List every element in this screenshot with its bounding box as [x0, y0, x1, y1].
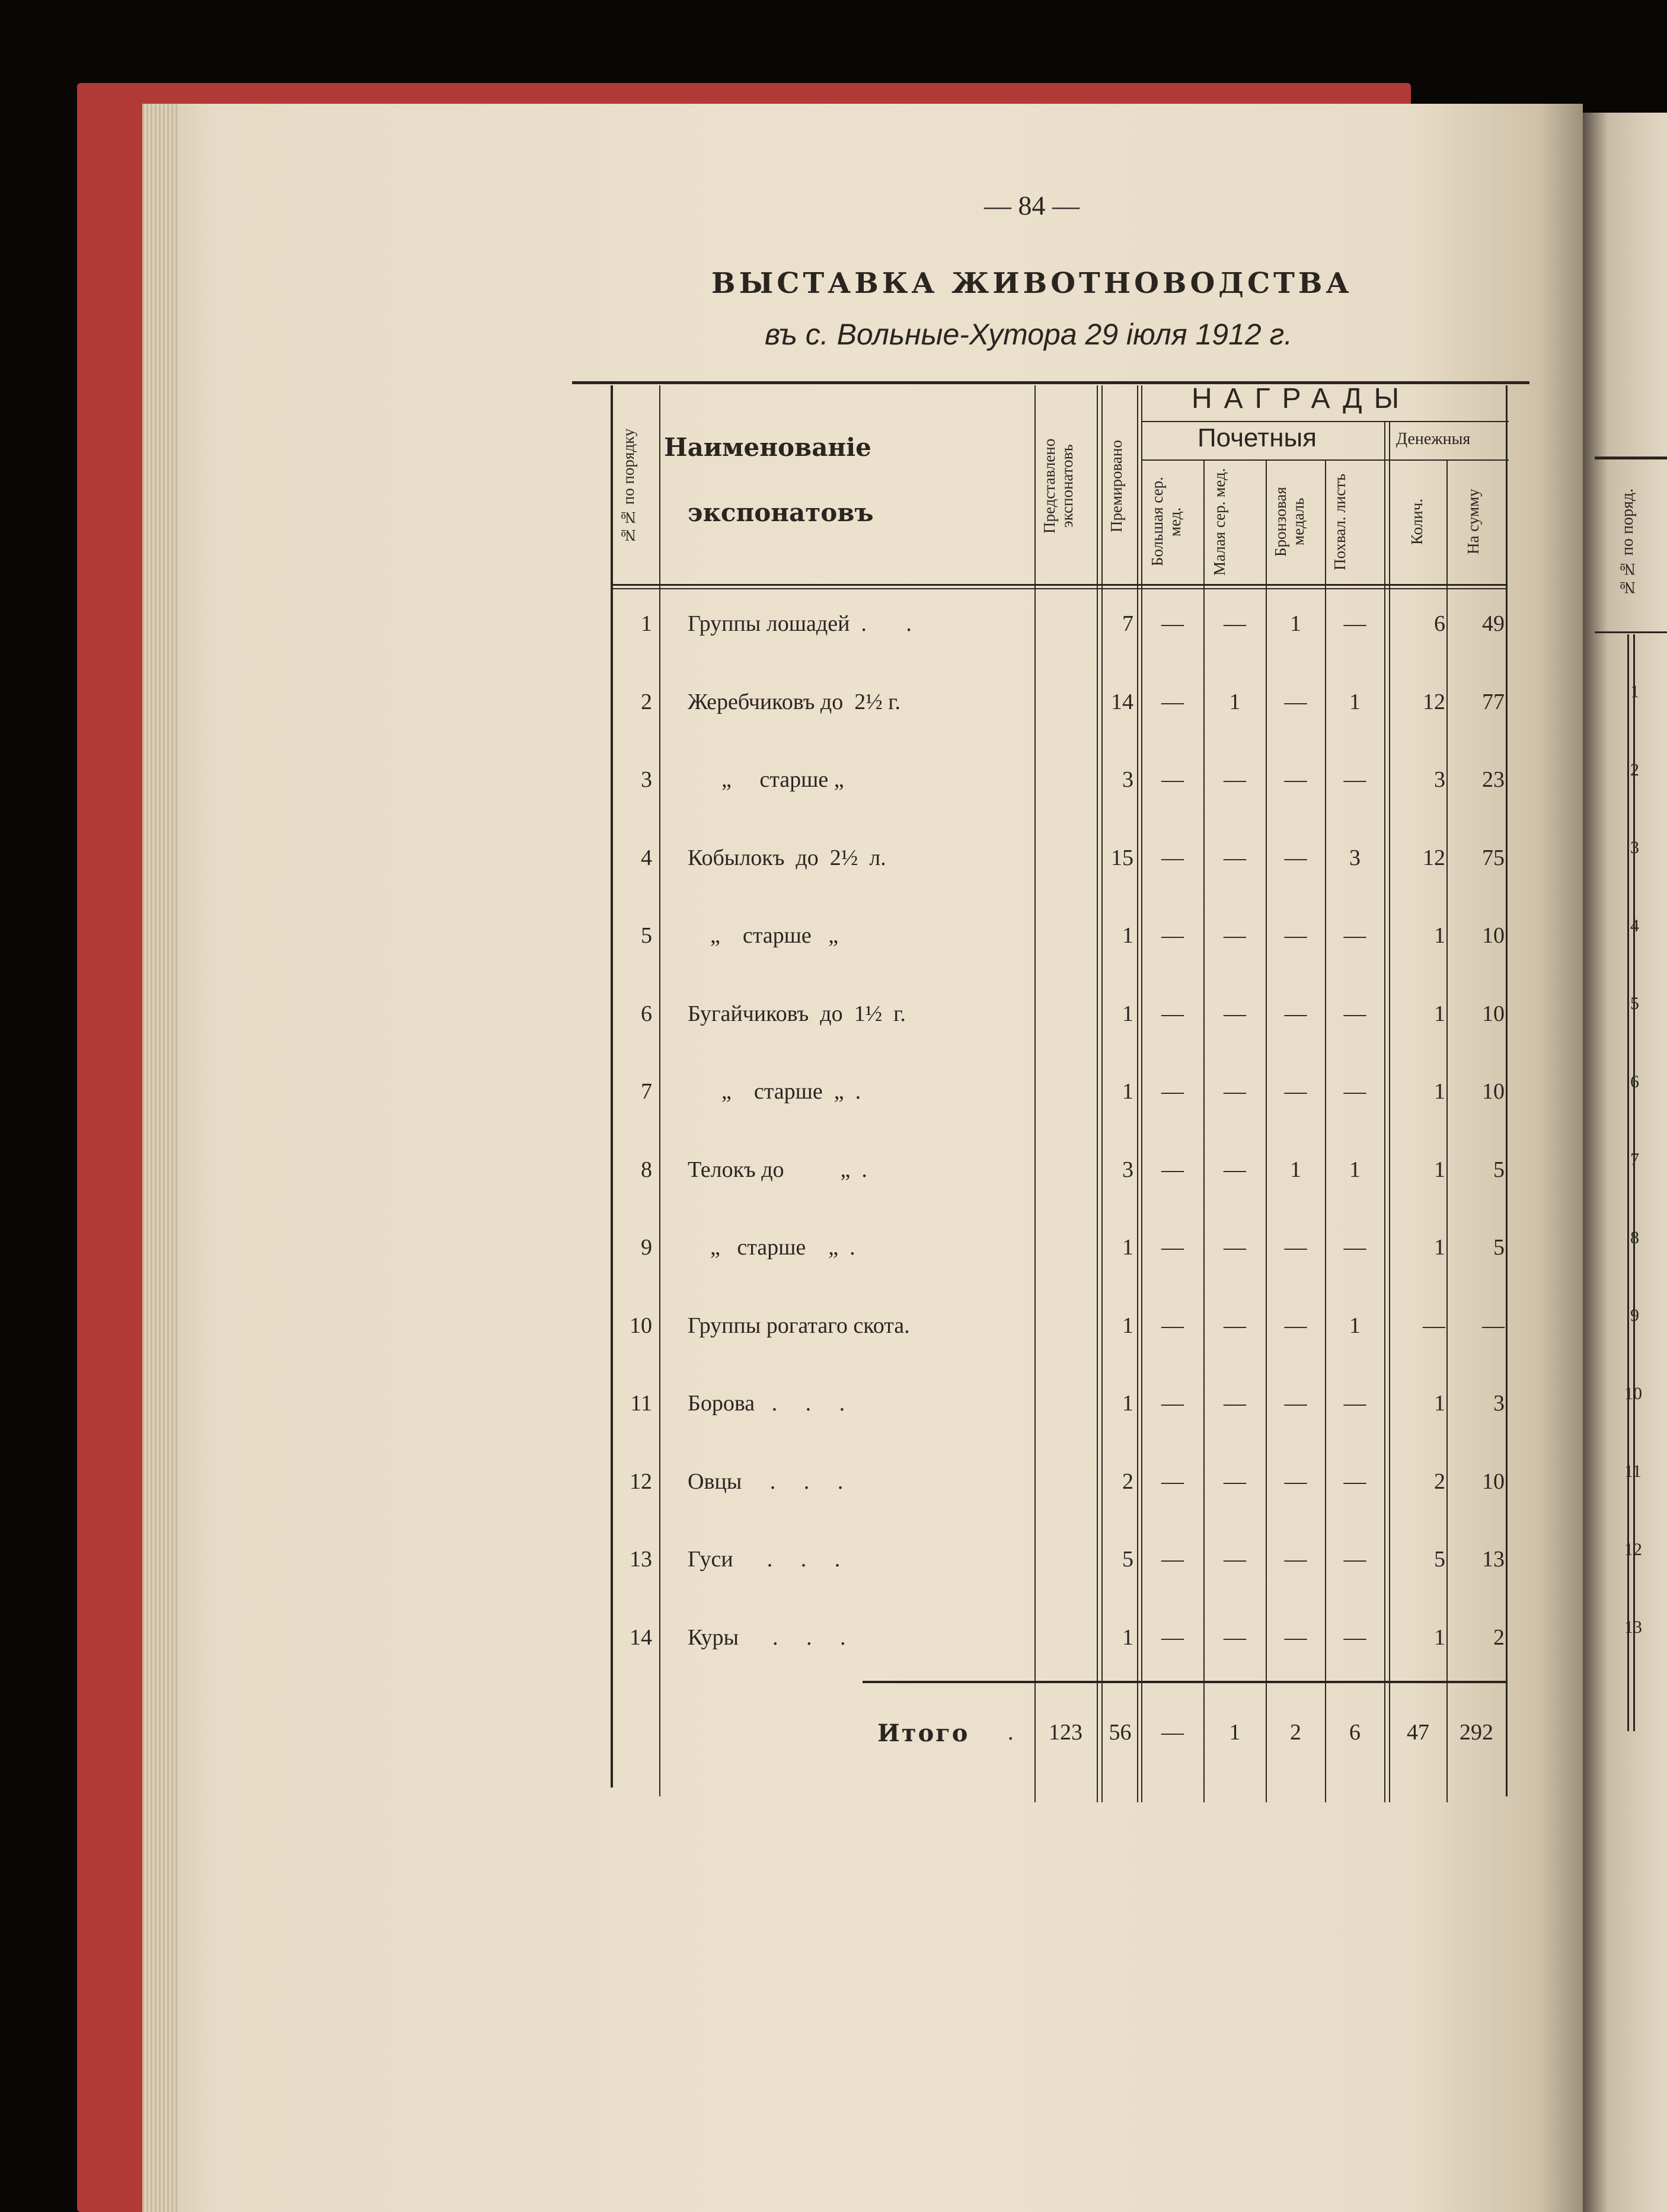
next-page-row-number: 10	[1624, 1384, 1642, 1403]
row-small-silver: —	[1224, 1625, 1246, 1650]
row-number: 14	[630, 1625, 652, 1650]
header-bronze: Бронзовая медаль	[1272, 487, 1307, 557]
row-large-silver: —	[1161, 1235, 1184, 1260]
next-page-header-label: №№ по поряд.	[1618, 488, 1637, 597]
total-label: Итого	[877, 1719, 970, 1747]
row-count: 1	[1434, 1001, 1445, 1026]
row-small-silver: —	[1224, 1157, 1246, 1182]
total-sum: 292	[1460, 1720, 1493, 1745]
next-page-row-number: 11	[1624, 1461, 1642, 1481]
row-count: 1	[1434, 1235, 1445, 1260]
row-sum: 77	[1482, 690, 1505, 714]
row-small-silver: —	[1224, 1469, 1246, 1494]
row-large-silver: —	[1161, 1547, 1184, 1572]
next-page-row-number: 3	[1630, 838, 1639, 857]
row-bronze: —	[1284, 923, 1307, 948]
row-number: 7	[641, 1079, 652, 1104]
total-praise: 6	[1349, 1720, 1361, 1745]
row-large-silver: —	[1161, 1625, 1184, 1650]
row-count: 5	[1434, 1547, 1445, 1572]
next-page-row-number: 8	[1630, 1228, 1639, 1247]
next-page-row-number: 2	[1630, 760, 1639, 780]
row-small-silver: —	[1224, 767, 1246, 792]
next-page-rule	[1627, 634, 1629, 1731]
row-sum: 3	[1493, 1391, 1505, 1416]
col-rule	[1384, 422, 1385, 1802]
row-large-silver: —	[1161, 923, 1184, 948]
row-bronze: —	[1284, 1469, 1307, 1494]
row-sum: 5	[1493, 1157, 1505, 1182]
next-page-row-number: 6	[1630, 1072, 1639, 1091]
row-bronze: 1	[1290, 1157, 1301, 1182]
page-title: ВЫСТАВКА ЖИВОТНОВОДСТВА	[711, 267, 1353, 300]
header-name-line2: экспонатовъ	[688, 498, 874, 527]
row-sum: —	[1482, 1313, 1505, 1338]
row-awarded: 1	[1122, 1079, 1133, 1104]
row-awarded: 1	[1122, 1391, 1133, 1416]
row-number: 12	[630, 1469, 652, 1494]
awards-divider	[1141, 421, 1509, 422]
row-large-silver: —	[1161, 1157, 1184, 1182]
row-bronze: —	[1284, 1391, 1307, 1416]
total-presented: 123	[1049, 1720, 1082, 1745]
row-bronze: —	[1284, 1235, 1307, 1260]
row-small-silver: —	[1224, 1547, 1246, 1572]
col-rule	[1034, 385, 1036, 1802]
row-bronze: 1	[1290, 611, 1301, 636]
row-awarded: 3	[1122, 1157, 1133, 1182]
next-page-row-number: 7	[1630, 1150, 1639, 1169]
row-praise: —	[1343, 923, 1366, 948]
row-awarded: 1	[1122, 1625, 1133, 1650]
total-count: 47	[1407, 1720, 1429, 1745]
row-name: Бугайчиковъ до 1½ г.	[688, 1001, 906, 1026]
header-honorary: Почетныя	[1197, 423, 1317, 452]
row-sum: 5	[1493, 1235, 1505, 1260]
row-large-silver: —	[1161, 767, 1184, 792]
row-large-silver: —	[1161, 690, 1184, 714]
row-number: 11	[630, 1391, 652, 1416]
row-praise: —	[1343, 1391, 1366, 1416]
row-number: 10	[630, 1313, 652, 1338]
next-page-row-number: 4	[1630, 916, 1639, 936]
row-large-silver: —	[1161, 1469, 1184, 1494]
row-praise: 1	[1349, 1157, 1361, 1182]
row-large-silver: —	[1161, 1391, 1184, 1416]
header-monetary: Денежныя	[1396, 430, 1471, 448]
row-number: 9	[641, 1235, 652, 1260]
row-sum: 49	[1482, 611, 1505, 636]
next-page-row-number: 9	[1630, 1306, 1639, 1325]
header-sum: На сумму	[1464, 489, 1482, 555]
row-count: 2	[1434, 1469, 1445, 1494]
row-small-silver: 1	[1229, 690, 1241, 714]
row-name: Группы рогатаго скота.	[688, 1313, 910, 1338]
next-page-row-number: 5	[1630, 994, 1639, 1013]
header-praise: Похвал. листъ	[1331, 473, 1349, 570]
row-small-silver: —	[1224, 1079, 1246, 1104]
col-rule	[1141, 385, 1142, 1802]
row-name: Группы лошадей . .	[688, 611, 912, 636]
row-praise: —	[1343, 611, 1366, 636]
row-small-silver: —	[1224, 1001, 1246, 1026]
row-praise: 3	[1349, 845, 1361, 870]
row-name: Гуси . . .	[688, 1547, 841, 1572]
row-sum: 13	[1482, 1547, 1505, 1572]
row-number: 4	[641, 845, 652, 870]
row-awarded: 3	[1122, 767, 1133, 792]
page-number: — 84 —	[984, 190, 1080, 221]
row-bronze: —	[1284, 1079, 1307, 1104]
header-awards: НАГРАДЫ	[1192, 383, 1411, 414]
row-name: Куры . . .	[688, 1625, 846, 1650]
row-bronze: —	[1284, 1001, 1307, 1026]
row-count: 12	[1423, 845, 1445, 870]
row-praise: —	[1343, 1469, 1366, 1494]
row-awarded: 1	[1122, 1235, 1133, 1260]
row-awarded: 1	[1122, 1001, 1133, 1026]
col-rule	[1446, 461, 1448, 1802]
header-bottom-rule	[611, 584, 1506, 586]
header-presented: Представлено экспонатовъ	[1040, 438, 1076, 534]
total-rule	[863, 1681, 1506, 1683]
row-count: 3	[1434, 767, 1445, 792]
row-awarded: 15	[1111, 845, 1133, 870]
row-count: 12	[1423, 690, 1445, 714]
row-praise: 1	[1349, 1313, 1361, 1338]
row-awarded: 7	[1122, 611, 1133, 636]
row-praise: —	[1343, 1001, 1366, 1026]
row-count: 1	[1434, 1391, 1445, 1416]
row-count: 1	[1434, 923, 1445, 948]
row-awarded: 1	[1122, 923, 1133, 948]
row-praise: —	[1343, 767, 1366, 792]
row-bronze: —	[1284, 690, 1307, 714]
row-sum: 23	[1482, 767, 1505, 792]
header-awarded: Премировано	[1107, 440, 1125, 532]
row-name: Борова . . .	[688, 1391, 845, 1416]
col-rule	[1389, 422, 1390, 1802]
row-number: 3	[641, 767, 652, 792]
total-large-silver: —	[1161, 1720, 1184, 1745]
row-small-silver: —	[1224, 611, 1246, 636]
row-name: Телокъ до „ .	[688, 1157, 867, 1182]
next-page-row-number: 13	[1624, 1617, 1642, 1637]
row-name: „ старше „	[688, 923, 839, 948]
row-name: Кобылокъ до 2½ л.	[688, 845, 886, 870]
row-number: 2	[641, 690, 652, 714]
row-large-silver: —	[1161, 845, 1184, 870]
row-number: 8	[641, 1157, 652, 1182]
col-rule	[611, 385, 613, 1788]
row-praise: —	[1343, 1547, 1366, 1572]
row-bronze: —	[1284, 845, 1307, 870]
total-dot: .	[1008, 1720, 1014, 1745]
next-page-row-number: 1	[1630, 682, 1639, 701]
row-name: „ старше „ .	[688, 1079, 861, 1104]
row-sum: 75	[1482, 845, 1505, 870]
col-rule	[1266, 461, 1267, 1802]
row-sum: 10	[1482, 1079, 1505, 1104]
row-large-silver: —	[1161, 1313, 1184, 1338]
row-name: Овцы . . .	[688, 1469, 844, 1494]
row-count: 1	[1434, 1625, 1445, 1650]
row-praise: —	[1343, 1235, 1366, 1260]
row-number: 13	[630, 1547, 652, 1572]
row-count: —	[1423, 1313, 1445, 1338]
total-awarded: 56	[1109, 1720, 1132, 1745]
row-name: „ старше „ .	[688, 1235, 855, 1260]
row-sum: 10	[1482, 1001, 1505, 1026]
header-name-line1: Наименованie	[664, 433, 871, 462]
row-large-silver: —	[1161, 611, 1184, 636]
row-small-silver: —	[1224, 923, 1246, 948]
row-small-silver: —	[1224, 845, 1246, 870]
row-praise: —	[1343, 1625, 1366, 1650]
header-large-silver: Большая сер. мед.	[1148, 477, 1184, 567]
row-number: 1	[641, 611, 652, 636]
row-small-silver: —	[1224, 1235, 1246, 1260]
row-bronze: —	[1284, 767, 1307, 792]
row-count: 1	[1434, 1079, 1445, 1104]
row-awarded: 5	[1122, 1547, 1133, 1572]
total-bronze: 2	[1290, 1720, 1301, 1745]
row-praise: 1	[1349, 690, 1361, 714]
header-bottom-rule-2	[611, 588, 1506, 589]
total-small-silver: 1	[1229, 1720, 1241, 1745]
row-praise: —	[1343, 1079, 1366, 1104]
row-sum: 10	[1482, 1469, 1505, 1494]
header-count: Колич.	[1408, 498, 1426, 545]
row-number: 6	[641, 1001, 652, 1026]
row-awarded: 14	[1111, 690, 1133, 714]
row-large-silver: —	[1161, 1001, 1184, 1026]
row-sum: 10	[1482, 923, 1505, 948]
col-rule	[1137, 385, 1138, 1802]
row-name: „ старше „	[688, 767, 844, 792]
col-rule	[1325, 461, 1326, 1802]
row-bronze: —	[1284, 1547, 1307, 1572]
row-small-silver: —	[1224, 1391, 1246, 1416]
row-bronze: —	[1284, 1313, 1307, 1338]
col-rule	[1097, 385, 1098, 1802]
next-page-rule	[1633, 634, 1635, 1731]
row-name: Жеребчиковъ до 2½ г.	[688, 690, 900, 714]
row-awarded: 2	[1122, 1469, 1133, 1494]
page-stack-edge	[142, 104, 178, 2212]
row-small-silver: —	[1224, 1313, 1246, 1338]
header-small-silver: Малая сер. мед.	[1211, 468, 1228, 576]
row-bronze: —	[1284, 1625, 1307, 1650]
row-count: 6	[1434, 611, 1445, 636]
row-number: 5	[641, 923, 652, 948]
header-num: №№ по порядку	[619, 428, 637, 544]
row-count: 1	[1434, 1157, 1445, 1182]
page-subtitle: въ с. Вольные-Хутора 29 iюля 1912 г.	[765, 318, 1293, 351]
col-rule	[1203, 461, 1205, 1802]
col-rule	[1506, 385, 1508, 1796]
next-page-row-number: 12	[1624, 1540, 1642, 1559]
col-rule	[659, 385, 660, 1796]
row-large-silver: —	[1161, 1079, 1184, 1104]
row-awarded: 1	[1122, 1313, 1133, 1338]
row-sum: 2	[1493, 1625, 1505, 1650]
next-page-edge	[1583, 113, 1667, 2212]
col-rule	[1101, 385, 1103, 1802]
